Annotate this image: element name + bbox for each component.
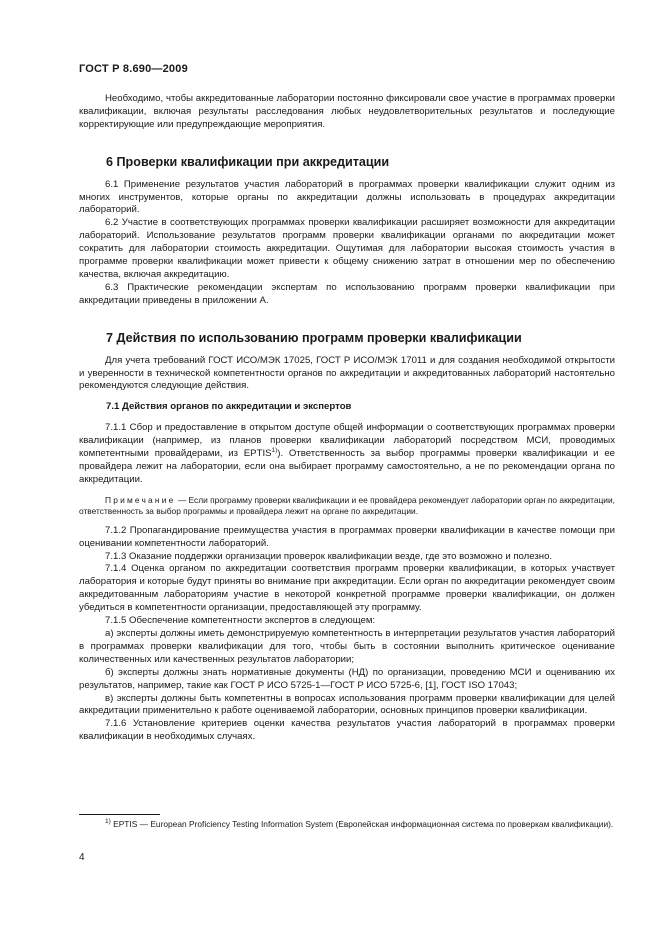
note-text: — Если программу проверки квалификации и ее провайдера рекомендует лаборатории орган по аккредитации, ответственность за выбор программы и провайдера лежит на органе по аккредитации. bbox=[79, 494, 615, 516]
footnote-ref: 1) bbox=[271, 446, 278, 454]
footnote bbox=[79, 819, 615, 830]
para-6-3: 6.3 Практические рекомендации экспертам по использованию программ проверки квалификации при аккредитации приведены в приложении А. bbox=[79, 281, 615, 306]
subsection-7-1-heading: 7.1 Действия органов по аккредитации и экспертов bbox=[106, 401, 352, 413]
document-header: ГОСТ Р 8.690—2009 bbox=[79, 63, 188, 75]
para-6-1: 6.1 Применение результатов участия лабораторий в программах проверки квалификации служит одним из многих инструментов, которые органы по аккредитации должны использовать в процедурах аккредитации лабораторий. bbox=[79, 178, 615, 216]
para-7-1-5: 7.1.5 Обеспечение компетентности экспертов в следующем: bbox=[105, 615, 376, 627]
para-7-1-4: 7.1.4 Оценка органом по аккредитации соответствия программ проверки квалификации, в которых участвует лаборатория и которые будут приняты во внимание при аккредитации. Если орган по аккредитации рекомендует своим аккредитованным лабораториям участие в некоторой конкретной программе проверки квалификации, он должен убедиться в компетентности организации, предоставляющей эту программу. bbox=[79, 563, 615, 614]
note-paragraph bbox=[79, 495, 615, 517]
section-7-heading: 7 Действия по использованию программ проверки квалификации bbox=[106, 330, 522, 345]
para-7-1-2: 7.1.2 Пропагандирование преимущества участия в программах проверки квалификации в качестве помощи при оценивании компетентности лабораторий. bbox=[79, 524, 615, 549]
para-7-1-1 bbox=[79, 422, 615, 487]
section-7-intro: Для учета требований ГОСТ ИСО/МЭК 17025, ГОСТ Р ИСО/МЭК 17011 и для создания необходимой открытости и уверенности в технической компетентности органов по аккредитации и аккредитованных лабораторий настоятельно рекомендуются следующие действия. bbox=[79, 354, 615, 392]
para-7-1-1-cont: ). Ответственность за выбор программы проверки квалификации и ее провайдера лежит на лаборатории, если она выбирает программу самостоятельно, а не по рекомендации органа по аккредитации. bbox=[79, 448, 615, 485]
intro-paragraph: Необходимо, чтобы аккредитованные лаборатории постоянно фиксировали свое участие в программах проверки квалификации, включая результаты расследования любых неудовлетворительных результатов и последующие корректирующие или предупреждающие мероприятия. bbox=[79, 93, 615, 130]
page-number: 4 bbox=[79, 852, 85, 863]
para-7-1-5-b: б) эксперты должны знать нормативные документы (НД) по организации, проведению МСИ и оцениванию их результатов, например, такие как ГОСТ Р ИСО 5725-1—ГОСТ Р ИСО 5725-6, [1], ГОСТ ISO 17043; bbox=[79, 666, 615, 691]
para-7-1-5-a: а) эксперты должны иметь демонстрируемую компетентность в интерпретации результатов участия лабораторий в программах проверки квалификации для того, чтобы быть в состоянии выполнить критическое оценивание количественных или качественных результатов лаборатории; bbox=[79, 628, 615, 665]
section-6-heading: 6 Проверки квалификации при аккредитации bbox=[106, 154, 390, 169]
para-7-1-1-text: 7.1.1 Сбор и предоставление в открытом доступе общей информации о соответствующих программах проверки квалификации (например, из планов проверки квалификации лабораторий посредством МСИ, проводимых компетентными провайдерами, из EPTIS bbox=[79, 422, 615, 460]
para-6-2: 6.2 Участие в соответствующих программах проверки квалификации расширяет возможности для аккредитации лабораторий. Использование результатов программ проверки квалификации органами по аккредитации может сократить для лаборатории стоимость аккредитации. Ощутимая для лаборатории высокая стоимость участия в программе проверки квалификации может привести к общему снижению затрат в отношении мер по обеспечению качества, включая аккредитацию. bbox=[79, 217, 615, 280]
para-7-1-3: 7.1.3 Оказание поддержки организации проверок квалификации везде, где это возможно и полезно. bbox=[105, 550, 553, 562]
footnote-marker: 1) bbox=[105, 818, 111, 826]
document-body bbox=[79, 93, 615, 744]
para-7-1-6: 7.1.6 Установление критериев оценки качества результатов участия лабораторий в программах проверки квалификации в необходимых случаях. bbox=[79, 718, 615, 743]
note-label: Примечание bbox=[105, 494, 176, 505]
footnote-text: EPTIS — European Proficiency Testing Information System (Европейская информационная система по проверкам квалификации). bbox=[110, 819, 614, 829]
footnote-divider bbox=[79, 814, 160, 815]
para-7-1-5-c: в) эксперты должны быть компетентны в вопросах использования программ проверки квалификации для целей аккредитации применительно к работе оцениваемой лаборатории, основных принципов проверки квалификации. bbox=[79, 692, 615, 717]
